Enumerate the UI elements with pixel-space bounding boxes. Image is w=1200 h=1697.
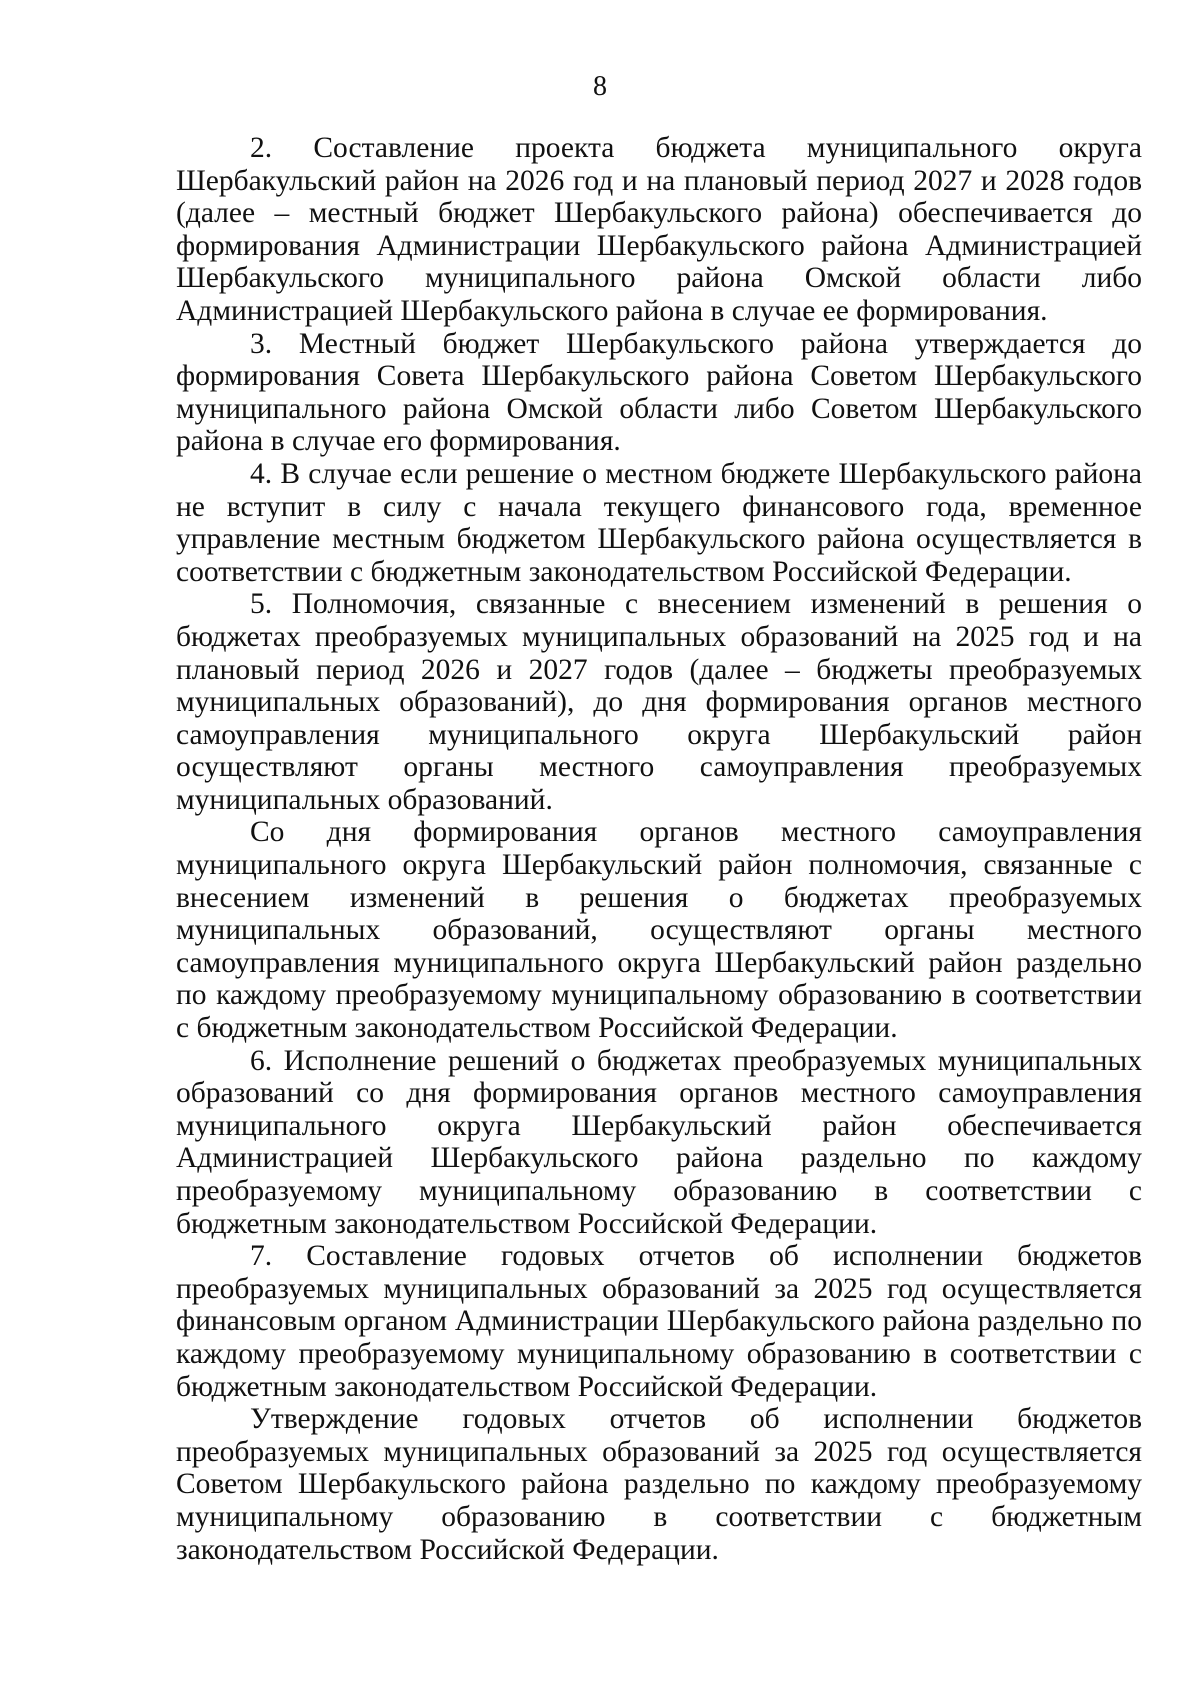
paragraph-item-7: 7. Составление годовых отчетов об исполнении бюджетов преобразуемых муниципальных образований за 2025 год осуществляется финансовым органом Администрации Шербакульского района раздельно по каждому преобразуемому муниципальному образованию в соответствии с бюджетным законодательством Российской Федерации. — [176, 1240, 1142, 1403]
paragraph-item-7-continuation: Утверждение годовых отчетов об исполнении бюджетов преобразуемых муниципальных образований за 2025 год осуществляется Советом Шербакульского района раздельно по каждому преобразуемому муниципальному образованию в соответствии с бюджетным законодательством Российской Федерации. — [176, 1403, 1142, 1566]
paragraph-item-5: 5. Полномочия, связанные с внесением изменений в решения о бюджетах преобразуемых муниципальных образований на 2025 год и на плановый период 2026 и 2027 годов (далее – бюджеты преобразуемых муниципальных образований), до дня формирования органов местного самоуправления муниципального округа Шербакульский район осуществляют органы местного самоуправления преобразуемых муниципальных образований. — [176, 588, 1142, 816]
paragraph-item-5-continuation: Со дня формирования органов местного самоуправления муниципального округа Шербакульский район полномочия, связанные с внесением изменений в решения о бюджетах преобразуемых муниципальных образований, осуществляют органы местного самоуправления муниципального округа Шербакульский район раздельно по каждому преобразуемому муниципальному образованию в соответствии с бюджетным законодательством Российской Федерации. — [176, 816, 1142, 1045]
document-body — [176, 132, 1142, 1566]
paragraph-item-6: 6. Исполнение решений о бюджетах преобразуемых муниципальных образований со дня формирования органов местного самоуправления муниципального округа Шербакульский район обеспечивается Администрацией Шербакульского района раздельно по каждому преобразуемому муниципальному образованию в соответствии с бюджетным законодательством Российской Федерации. — [176, 1044, 1142, 1240]
paragraph-item-2: 2. Составление проекта бюджета муниципального округа Шербакульский район на 2026 год и на плановый период 2027 и 2028 годов (далее – местный бюджет Шербакульского района) обеспечивается до формирования Администрации Шербакульского района Администрацией Шербакульского муниципального района Омской области либо Администрацией Шербакульского района в случае ее формирования. — [176, 132, 1142, 327]
page-number: 8 — [593, 71, 607, 102]
paragraph-item-4: 4. В случае если решение о местном бюджете Шербакульского района не вступит в силу с начала текущего финансового года, временное управление местным бюджетом Шербакульского района осуществляется в соответствии с бюджетным законодательством Российской Федерации. — [176, 457, 1142, 588]
paragraph-item-3: 3. Местный бюджет Шербакульского района утверждается до формирования Совета Шербакульского района Советом Шербакульского муниципального района Омской области либо Советом Шербакульского района в случае его формирования. — [176, 327, 1142, 458]
